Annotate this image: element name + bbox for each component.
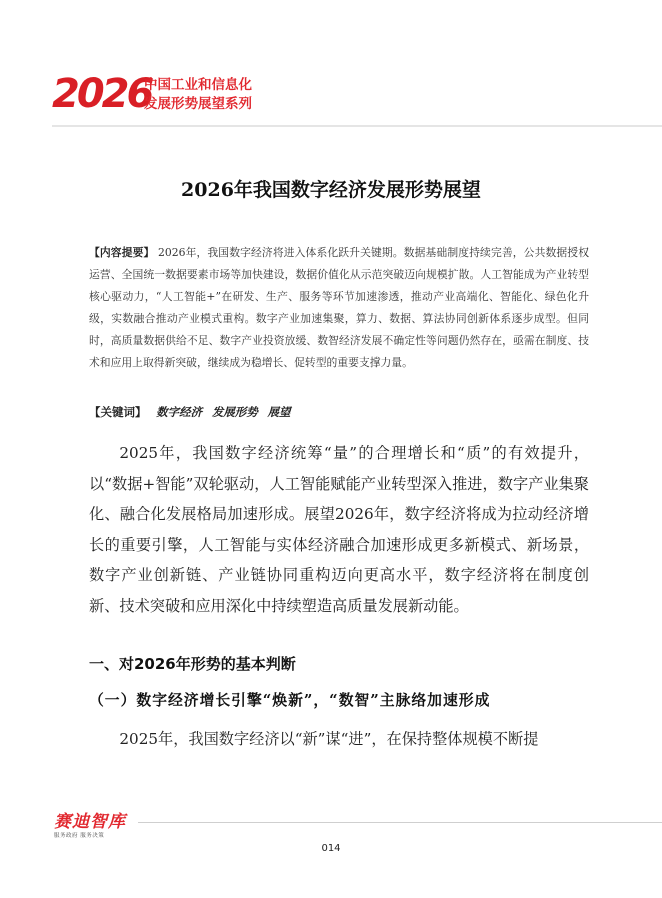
year-logo: 2026 bbox=[52, 71, 152, 117]
series-title-line2: 发展形势展望系列 bbox=[144, 96, 252, 112]
page-number: 014 bbox=[321, 843, 341, 854]
keyword: 发展形势 bbox=[211, 405, 258, 419]
series-title bbox=[144, 76, 252, 114]
subsection-heading: （一）数字经济增长引擎“焕新”，“数智”主脉络加速形成 bbox=[89, 692, 491, 709]
keyword: 数字经济 bbox=[156, 405, 203, 419]
section-heading: 一、对2026年形势的基本判断 bbox=[89, 655, 296, 673]
abstract-text: 2026年，我国数字经济将进入体系化跃升关键期。数据基础制度持续完善，公共数据授权运营、全国统一数据要素市场等加快建设，数据价值化从示范突破迈向规模扩散。人工智能成为产业转型核心驱动力，“人工智能+”在研发、生产、服务等环节加速渗透，推动产业高端化、智能化、绿色化升级，实数融合推动产业模式重构。数字产业加速集聚，算力、数据、算法协同创新体系逐步成型。但同时，高质量数据供给不足、数字产业投资放缓、数智经济发展不确定性等问题仍然存在，亟需在制度、技术和应用上取得新突破，继续成为稳增长、促转型的重要支撑力量。 bbox=[89, 246, 589, 369]
ccid-logo bbox=[54, 812, 126, 840]
series-title-line1: 中国工业和信息化 bbox=[144, 77, 252, 93]
brand-name: 赛迪智库 bbox=[54, 812, 126, 832]
keywords bbox=[89, 401, 290, 423]
intro-paragraph: 2025年，我国数字经济统筹“量”的合理增长和“质”的有效提升，以“数据+智能”双轮驱动，人工智能赋能产业转型深入推进，数字产业集聚化、融合化发展格局加速形成。展望2026年，数字经济将成为拉动经济增长的重要引擎，人工智能与实体经济融合加速形成更多新模式、新场景，数字产业创新链、产业链协同重构迈向更高水平，数字经济将在制度创新、技术突破和应用深化中持续塑造高质量发展新动能。 bbox=[89, 444, 589, 615]
body-paragraph: 2025年，我国数字经济以“新”谋“进”，在保持整体规模不断提 bbox=[119, 730, 539, 748]
footer-divider bbox=[138, 822, 662, 823]
document-title: 2026年我国数字经济发展形势展望 bbox=[181, 179, 481, 201]
brand-tagline: 服务政府 服务决策 bbox=[54, 833, 105, 839]
keyword: 展望 bbox=[267, 405, 291, 419]
abstract-label: 【内容提要】 bbox=[89, 246, 155, 259]
report-series-header bbox=[52, 72, 612, 116]
abstract bbox=[89, 242, 589, 374]
header-divider bbox=[52, 125, 662, 127]
keywords-label: 【关键词】 bbox=[89, 405, 147, 419]
